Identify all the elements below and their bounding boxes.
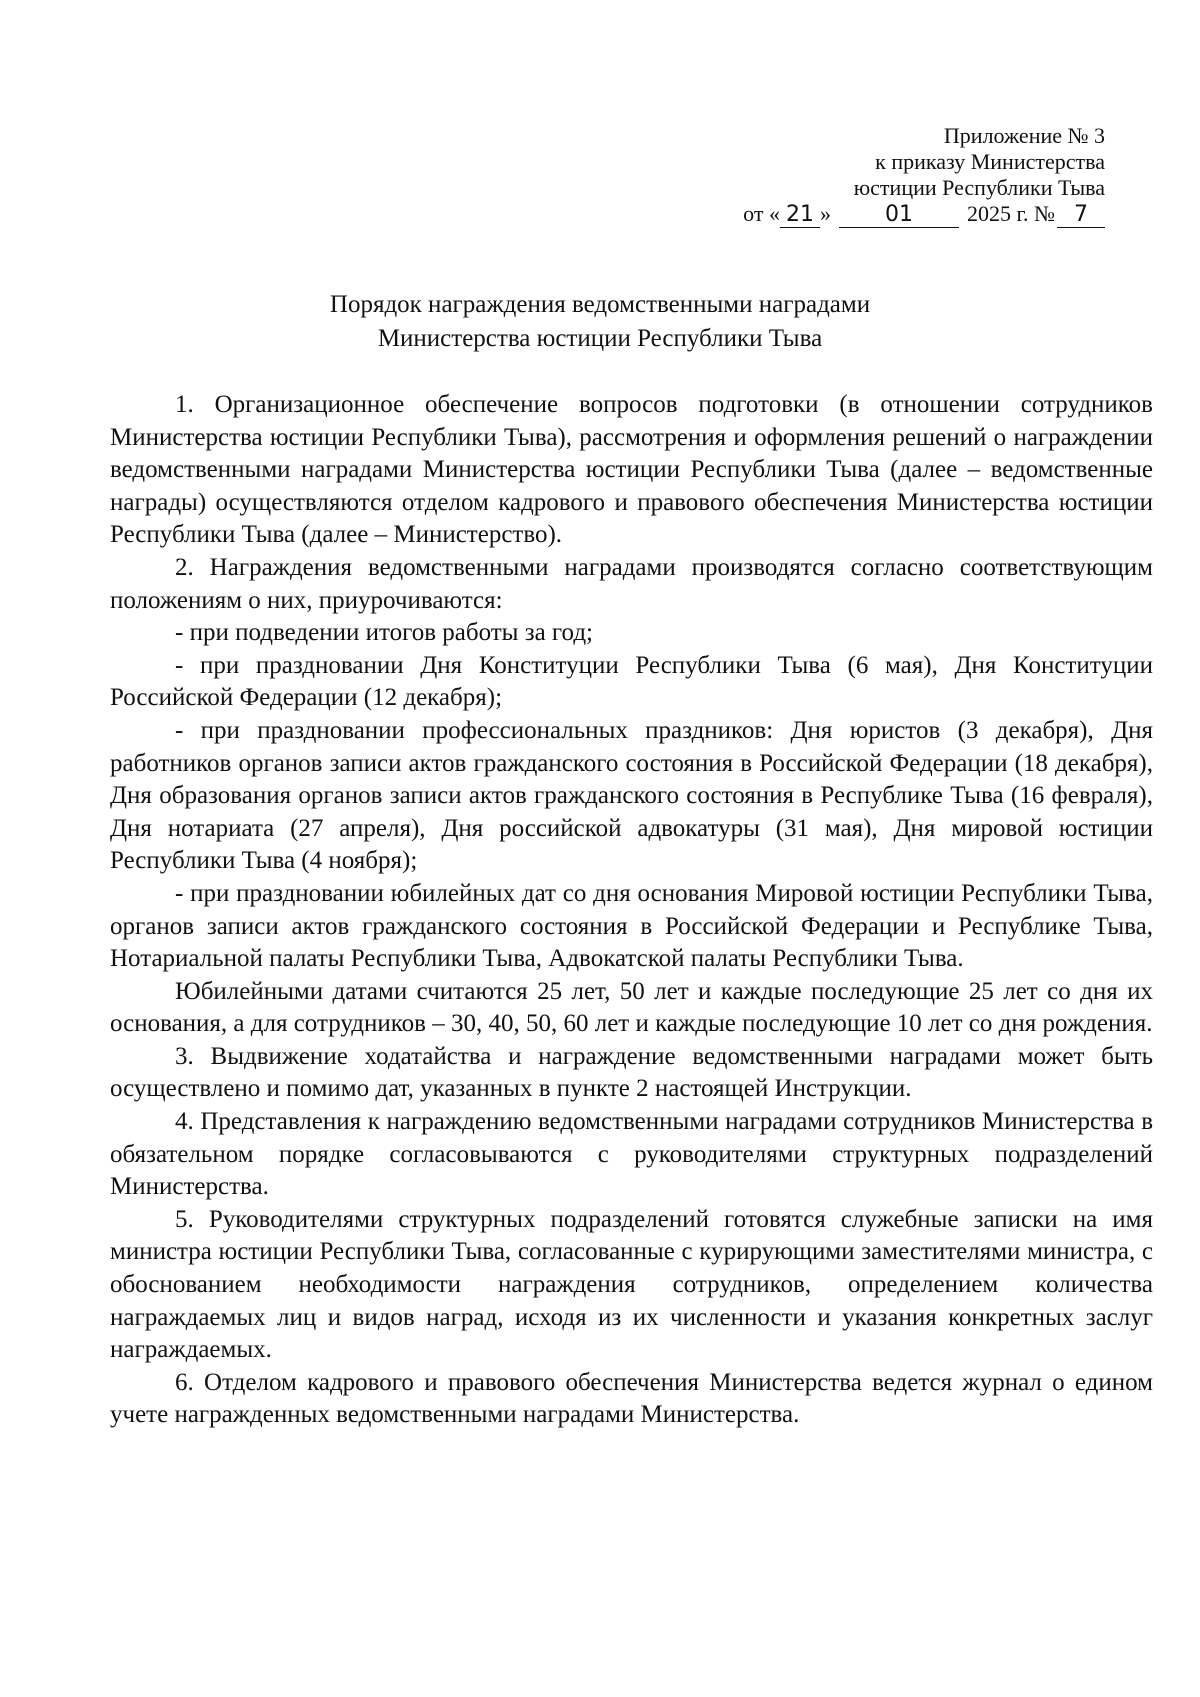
paragraph-2: 2. Награждения ведомственными наградами производятся согласно соответствующим положениям о них, приурочиваются: bbox=[110, 553, 1153, 614]
paragraph-5: 5. Руководителями структурных подразделений готовятся служебные записки на имя министра юстиции Республики Тыва, согласованные с курирующими заместителями министра, с обоснованием необходимости награждения сотрудников, определением количества награждаемых лиц и видов наград, исходя из их численности и указания конкретных заслуг награждаемых. bbox=[110, 1205, 1153, 1364]
handwritten-day: 21 bbox=[780, 203, 820, 228]
document-title bbox=[0, 288, 1200, 356]
paragraph-4: 4. Представления к награждению ведомственными наградами сотрудников Министерства в обязательном порядке согласовываются с руководителями структурных подразделений Министерства. bbox=[110, 1108, 1153, 1201]
paragraph-6: 6. Отделом кадрового и правового обеспечения Министерства ведется журнал о едином учете награжденных ведомственными наградами Министерства. bbox=[110, 1368, 1153, 1429]
year-text: 2025 г. № bbox=[966, 201, 1055, 226]
title-line-2: Министерства юстиции Республики Тыва bbox=[377, 325, 823, 352]
date-mid: » bbox=[819, 201, 831, 226]
paragraph-1: 1. Организационное обеспечение вопросов подготовки (в отношении сотрудников Министерства юстиции Республики Тыва), рассмотрения и оформления решений о награждении ведомственными наградами Министерства юстиции Республики Тыва (далее – ведомственные награды) осуществляются отделом кадрового и правового обеспечения Министерства юстиции Республики Тыва (далее – Министерство). bbox=[110, 391, 1153, 549]
paragraph-anniversary-dates: Юбилейными датами считаются 25 лет, 50 лет и каждые последующие 25 лет со дня их основания, а для сотрудников – 30, 40, 50, 60 лет и каждые последующие 10 лет со дня рождения. bbox=[110, 977, 1153, 1038]
list-item-constitution-days: - при праздновании Дня Конституции Республики Тыва (6 мая), Дня Конституции Российской Федерации (12 декабря); bbox=[110, 651, 1153, 712]
appendix-line-3: юстиции Республики Тыва bbox=[853, 175, 1105, 200]
appendix-date-line bbox=[685, 201, 1105, 228]
appendix-header bbox=[685, 123, 1105, 228]
list-item-anniversaries: - при праздновании юбилейных дат со дня основания Мировой юстиции Республики Тыва, органов записи актов гражданского состояния в Российской Федерации и Республике Тыва, Нотариальной палаты Республики Тыва, Адвокатской палаты Республики Тыва. bbox=[110, 879, 1153, 973]
appendix-line-2: к приказу Министерства bbox=[875, 149, 1105, 174]
paragraph-3: 3. Выдвижение ходатайства и награждение ведомственными наградами может быть осуществлено и помимо дат, указанных в пункте 2 настоящей Инструкции. bbox=[110, 1042, 1153, 1103]
handwritten-month: 01 bbox=[839, 203, 959, 228]
list-item-professional-holidays: - при праздновании профессиональных праздников: Дня юристов (3 декабря), Дня работников органов записи актов гражданского состояния в Российской Федерации (18 декабря), Дня образования органов записи актов гражданского состояния в Республике Тыва (16 февраля), Дня нотариата (27 апреля), Дня российской адвокатуры (31 мая), Дня мировой юстиции Республики Тыва (4 ноября); bbox=[110, 716, 1153, 875]
appendix-line-1: Приложение № 3 bbox=[943, 123, 1105, 148]
document-body bbox=[110, 389, 1153, 1432]
date-prefix: от « bbox=[743, 201, 780, 226]
title-line-1: Порядок награждения ведомственными наградами bbox=[329, 291, 871, 318]
handwritten-order-number: 7 bbox=[1057, 203, 1105, 228]
list-item-year-results: - при подведении итогов работы за год; bbox=[175, 619, 594, 647]
